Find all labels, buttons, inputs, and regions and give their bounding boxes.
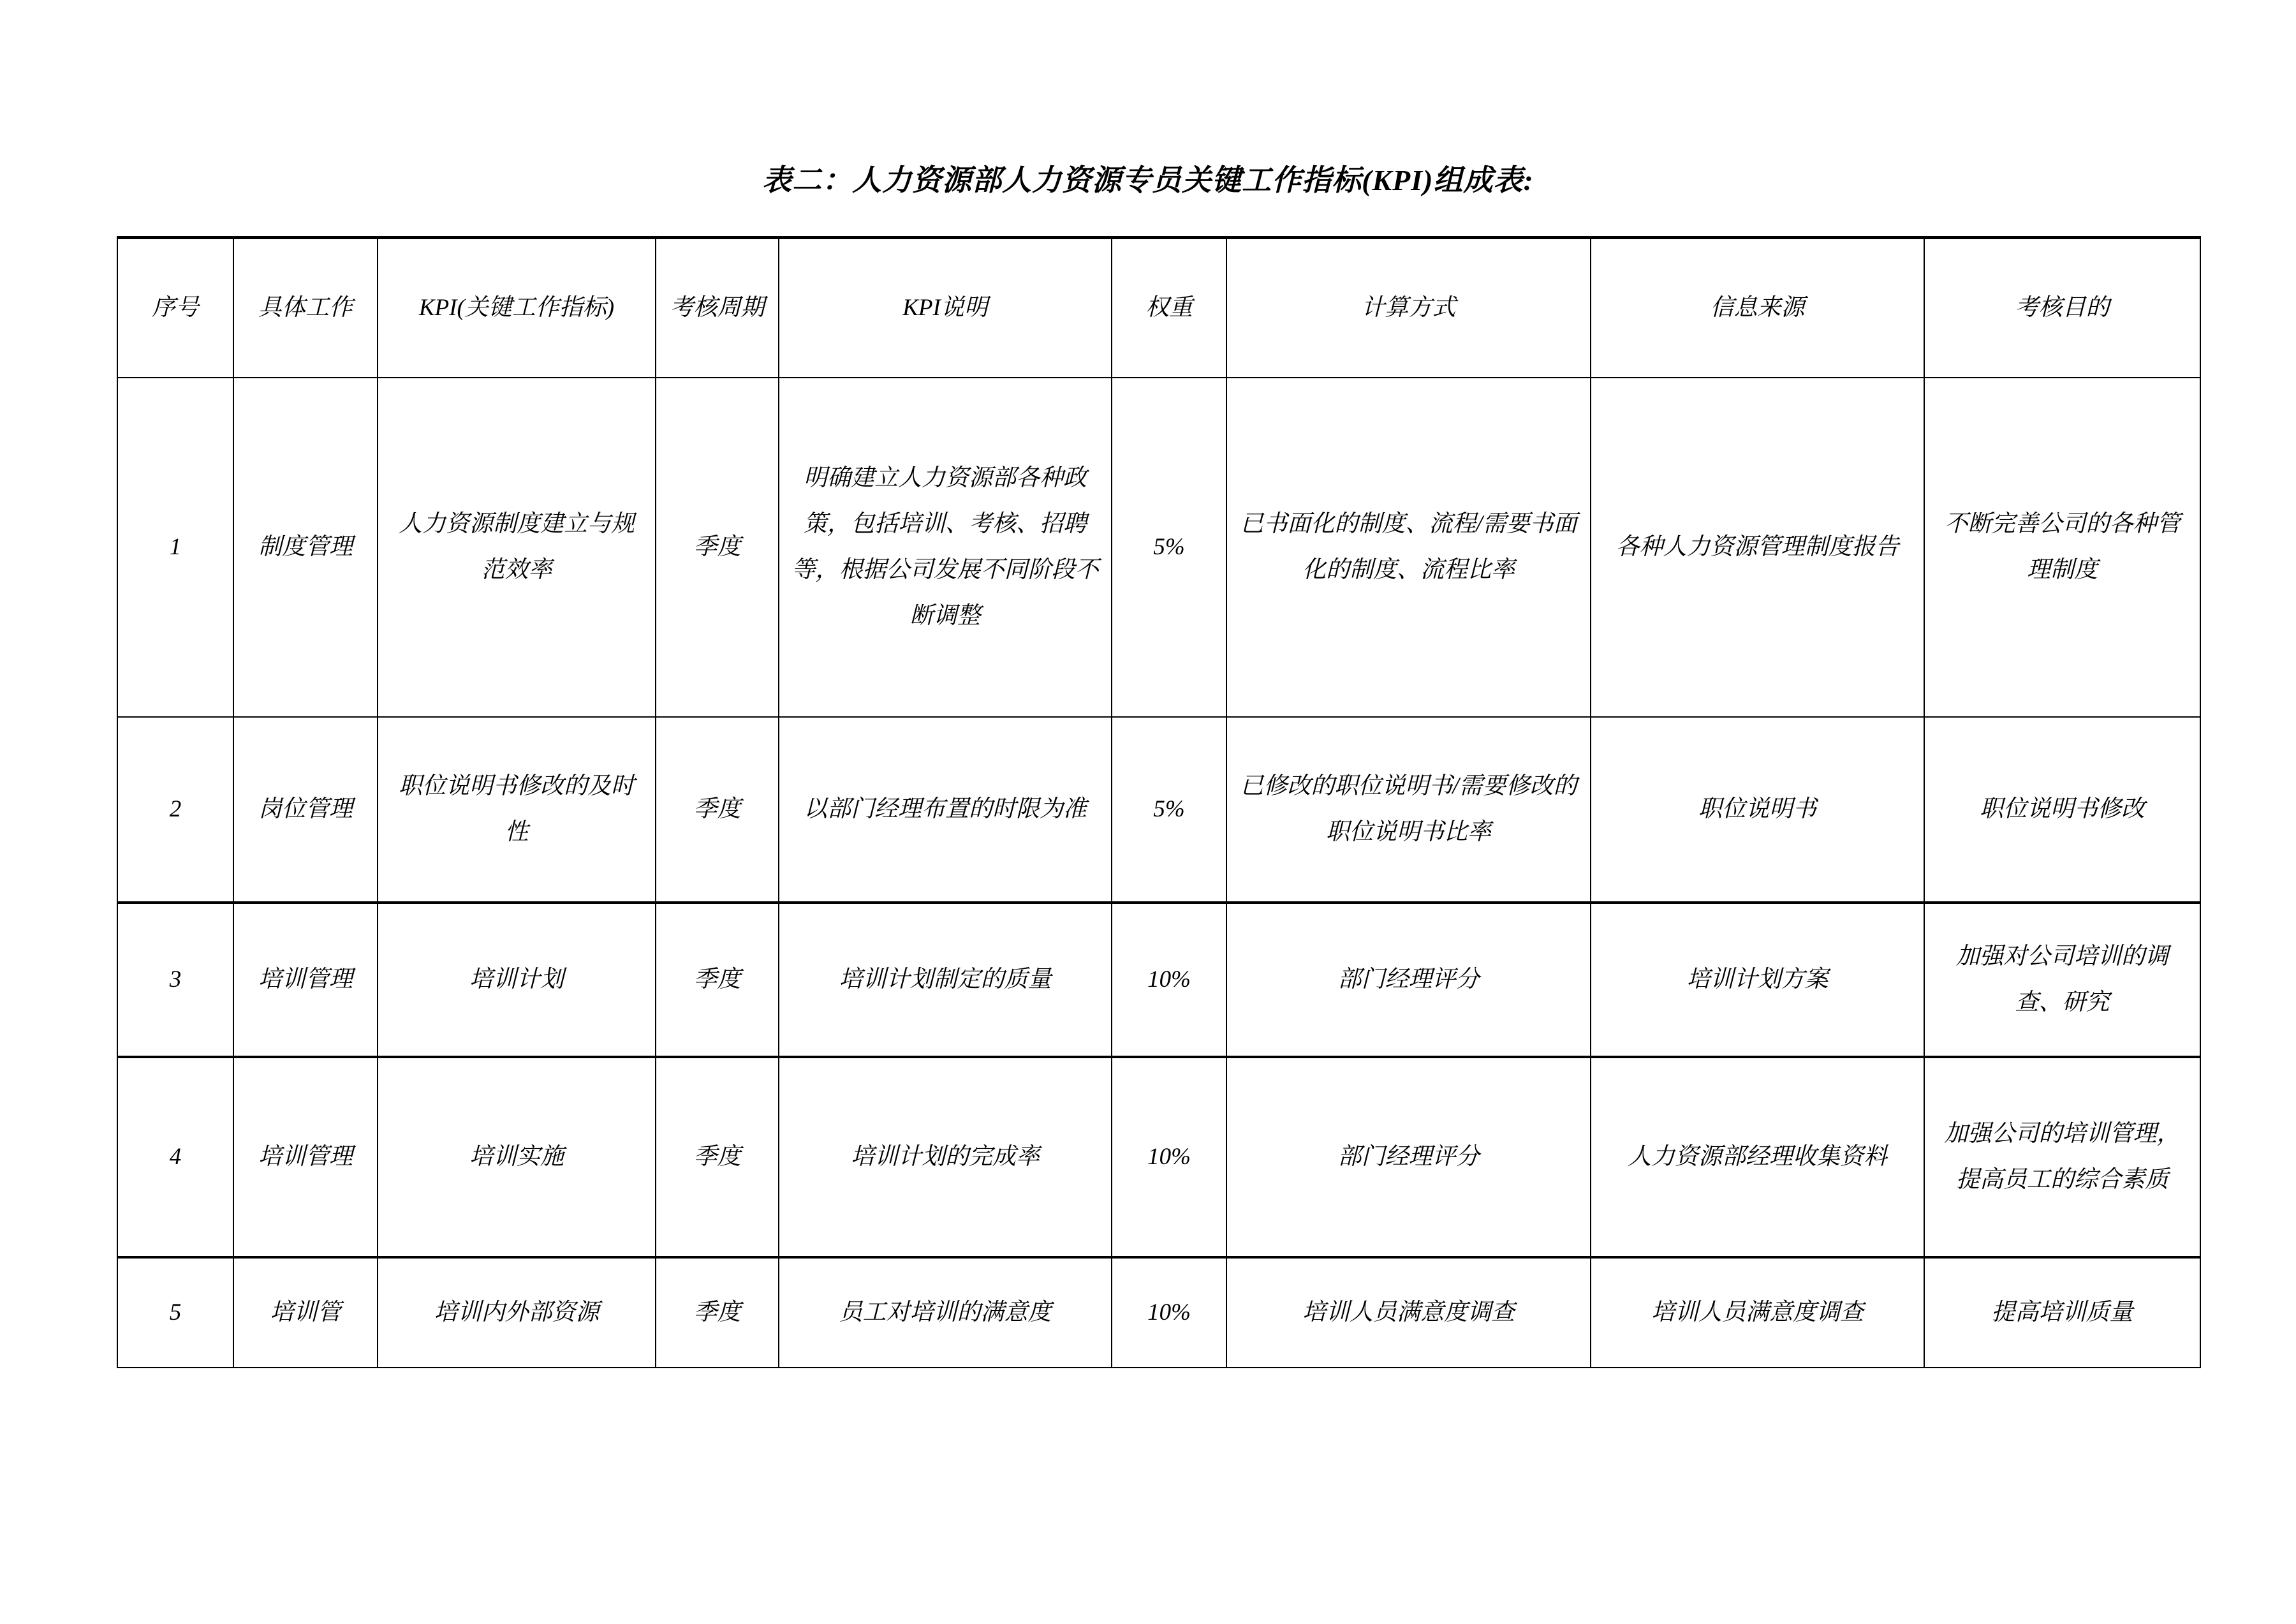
kpi-table — [117, 236, 2201, 1368]
kpi-table-container — [117, 236, 2200, 1368]
column-header-source: 信息来源 — [1591, 238, 1924, 378]
cell-work: 培训管理 — [233, 903, 378, 1057]
cell-description: 员工对培训的满意度 — [779, 1257, 1112, 1368]
cell-source: 培训人员满意度调查 — [1591, 1257, 1924, 1368]
cell-weight: 10% — [1112, 903, 1226, 1057]
cell-method: 部门经理评分 — [1226, 1057, 1591, 1257]
cell-cycle: 季度 — [656, 903, 779, 1057]
cell-kpi: 人力资源制度建立与规范效率 — [378, 378, 656, 717]
cell-description: 以部门经理布置的时限为准 — [779, 717, 1112, 903]
cell-kpi: 职位说明书修改的及时性 — [378, 717, 656, 903]
table-header-row — [117, 238, 2200, 378]
table-row — [117, 903, 2200, 1057]
cell-source: 培训计划方案 — [1591, 903, 1924, 1057]
cell-weight: 10% — [1112, 1257, 1226, 1368]
cell-method: 已修改的职位说明书/需要修改的职位说明书比率 — [1226, 717, 1591, 903]
cell-weight: 5% — [1112, 717, 1226, 903]
cell-source: 职位说明书 — [1591, 717, 1924, 903]
cell-cycle: 季度 — [656, 1257, 779, 1368]
cell-description: 培训计划制定的质量 — [779, 903, 1112, 1057]
cell-method: 部门经理评分 — [1226, 903, 1591, 1057]
cell-sequence: 1 — [117, 378, 233, 717]
cell-description: 培训计划的完成率 — [779, 1057, 1112, 1257]
cell-purpose: 加强公司的培训管理，提高员工的综合素质 — [1924, 1057, 2200, 1257]
cell-work: 制度管理 — [233, 378, 378, 717]
column-header-sequence: 序号 — [117, 238, 233, 378]
cell-weight: 10% — [1112, 1057, 1226, 1257]
table-row — [117, 378, 2200, 717]
page-title: 表二：人力资源部人力资源专员关键工作指标(KPI)组成表: — [762, 164, 1534, 196]
column-header-cycle: 考核周期 — [656, 238, 779, 378]
cell-weight: 5% — [1112, 378, 1226, 717]
cell-sequence: 2 — [117, 717, 233, 903]
cell-work: 岗位管理 — [233, 717, 378, 903]
cell-sequence: 4 — [117, 1057, 233, 1257]
cell-cycle: 季度 — [656, 378, 779, 717]
cell-purpose: 提高培训质量 — [1924, 1257, 2200, 1368]
table-row — [117, 717, 2200, 903]
cell-source: 人力资源部经理收集资料 — [1591, 1057, 1924, 1257]
cell-sequence: 5 — [117, 1257, 233, 1368]
cell-sequence: 3 — [117, 903, 233, 1057]
column-header-purpose: 考核目的 — [1924, 238, 2200, 378]
cell-purpose: 不断完善公司的各种管理制度 — [1924, 378, 2200, 717]
cell-cycle: 季度 — [656, 717, 779, 903]
cell-work: 培训管理 — [233, 1057, 378, 1257]
column-header-description: KPI说明 — [779, 238, 1112, 378]
column-header-weight: 权重 — [1112, 238, 1226, 378]
cell-source: 各种人力资源管理制度报告 — [1591, 378, 1924, 717]
cell-kpi: 培训内外部资源 — [378, 1257, 656, 1368]
cell-work: 培训管 — [233, 1257, 378, 1368]
cell-purpose: 职位说明书修改 — [1924, 717, 2200, 903]
column-header-method: 计算方式 — [1226, 238, 1591, 378]
column-header-work: 具体工作 — [233, 238, 378, 378]
column-header-kpi: KPI(关键工作指标) — [378, 238, 656, 378]
cell-method: 已书面化的制度、流程/需要书面化的制度、流程比率 — [1226, 378, 1591, 717]
cell-description: 明确建立人力资源部各种政策，包括培训、考核、招聘等，根据公司发展不同阶段不断调整 — [779, 378, 1112, 717]
cell-kpi: 培训计划 — [378, 903, 656, 1057]
cell-purpose: 加强对公司培训的调查、研究 — [1924, 903, 2200, 1057]
cell-method: 培训人员满意度调查 — [1226, 1257, 1591, 1368]
table-row — [117, 1057, 2200, 1257]
table-row — [117, 1257, 2200, 1368]
cell-kpi: 培训实施 — [378, 1057, 656, 1257]
cell-cycle: 季度 — [656, 1057, 779, 1257]
